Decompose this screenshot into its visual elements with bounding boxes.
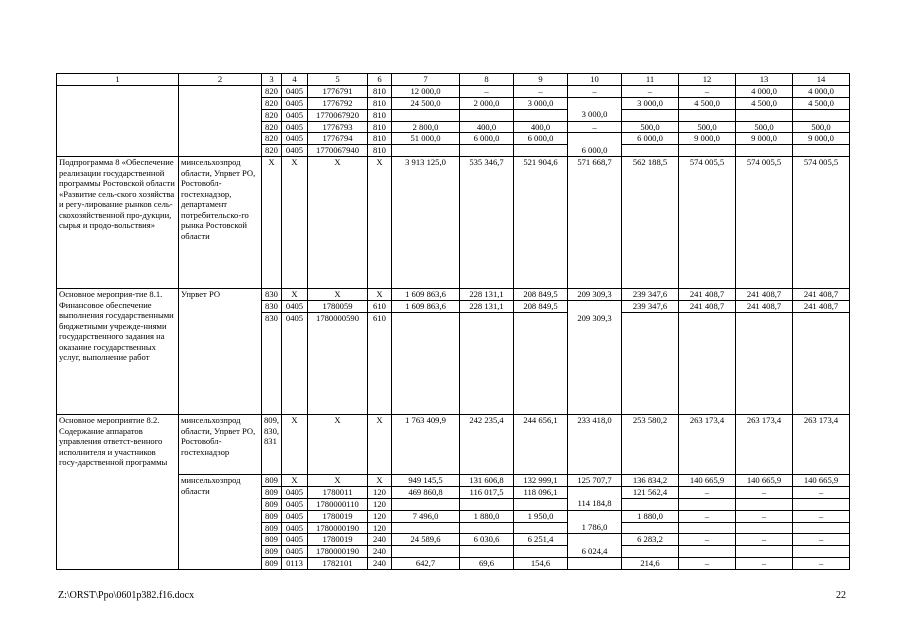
cell — [568, 486, 622, 498]
cell: 240 — [368, 558, 392, 570]
col-header: 5 — [308, 74, 368, 86]
cell — [679, 546, 736, 558]
cell: 1 609 863,6 — [392, 301, 460, 313]
cell: 1 880,0 — [622, 510, 679, 522]
col-header: 1 — [57, 74, 179, 86]
cell — [736, 522, 793, 534]
cell: 228 131,1 — [460, 301, 514, 313]
cell: 469 860,8 — [392, 486, 460, 498]
cell: 610 — [368, 301, 392, 313]
cell: 0405 — [282, 546, 308, 558]
cell — [736, 313, 793, 415]
cell: X — [308, 289, 368, 301]
cell: 263 173,4 — [736, 415, 793, 475]
cell — [514, 522, 568, 534]
cell — [392, 313, 460, 415]
cell — [568, 558, 622, 570]
cell — [568, 534, 622, 546]
cell: 6 000,0 — [460, 133, 514, 145]
cell: X — [308, 475, 368, 487]
cell — [392, 522, 460, 534]
cell: – — [568, 121, 622, 133]
cell: 810 — [368, 97, 392, 109]
cell: 809, 830, 831 — [262, 415, 282, 475]
cell: 120 — [368, 522, 392, 534]
cell: 3 000,0 — [568, 109, 622, 121]
cell: 6 024,4 — [568, 546, 622, 558]
cell — [460, 522, 514, 534]
col-header: 12 — [679, 74, 736, 86]
cell — [392, 145, 460, 157]
cell: 116 017,5 — [460, 486, 514, 498]
cell: 809 — [262, 486, 282, 498]
cell: 209 309,3 — [568, 289, 622, 301]
cell: 820 — [262, 97, 282, 109]
cell: 2 800,0 — [392, 121, 460, 133]
cell: 7 496,0 — [392, 510, 460, 522]
col-header: 7 — [392, 74, 460, 86]
cell: 228 131,1 — [460, 289, 514, 301]
cell: 3 000,0 — [514, 97, 568, 109]
cell: 820 — [262, 109, 282, 121]
cell — [460, 109, 514, 121]
cell: – — [679, 558, 736, 570]
cell — [460, 145, 514, 157]
cell: 4 500,0 — [736, 97, 793, 109]
cell — [679, 498, 736, 510]
cell: 809 — [262, 475, 282, 487]
cell — [460, 546, 514, 558]
cell — [793, 522, 850, 534]
cell: 263 173,4 — [793, 415, 850, 475]
cell: – — [622, 85, 679, 97]
cell: 1770067920 — [308, 109, 368, 121]
cell: 239 347,6 — [622, 301, 679, 313]
cell: 242 235,4 — [460, 415, 514, 475]
cell: – — [679, 486, 736, 498]
cell: 1780000190 — [308, 546, 368, 558]
cell: 400,0 — [514, 121, 568, 133]
cell: 574 005,5 — [736, 157, 793, 289]
col-header: 13 — [736, 74, 793, 86]
cell: 136 834,2 — [622, 475, 679, 487]
cell: 6 283,2 — [622, 534, 679, 546]
cell: 810 — [368, 133, 392, 145]
cell: X — [262, 157, 282, 289]
cell: 140 665,9 — [793, 475, 850, 487]
cell — [736, 109, 793, 121]
cell: 131 606,8 — [460, 475, 514, 487]
cell: 562 188,5 — [622, 157, 679, 289]
cell — [736, 145, 793, 157]
cell: 125 707,7 — [568, 475, 622, 487]
cell: 1780000110 — [308, 498, 368, 510]
cell: 233 418,0 — [568, 415, 622, 475]
cell: 24 589,6 — [392, 534, 460, 546]
cell: X — [308, 157, 368, 289]
cell: 51 000,0 — [392, 133, 460, 145]
cell: 154,6 — [514, 558, 568, 570]
cell: – — [514, 85, 568, 97]
cell: 820 — [262, 85, 282, 97]
cell: – — [736, 510, 793, 522]
cell: 241 408,7 — [679, 289, 736, 301]
cell: X — [282, 289, 308, 301]
cell: 6 000,0 — [622, 133, 679, 145]
cell: 4 500,0 — [793, 97, 850, 109]
table-row — [57, 85, 850, 97]
cell: 120 — [368, 486, 392, 498]
cell: 9 000,0 — [736, 133, 793, 145]
cell: 1780011 — [308, 486, 368, 498]
cell: 1776791 — [308, 85, 368, 97]
cell: 1 763 409,9 — [392, 415, 460, 475]
cell: X — [308, 415, 368, 475]
cell — [392, 546, 460, 558]
cell — [736, 546, 793, 558]
cell: 120 — [368, 510, 392, 522]
cell: – — [793, 486, 850, 498]
cell — [793, 313, 850, 415]
cell — [793, 109, 850, 121]
cell: 1776793 — [308, 121, 368, 133]
cell: – — [568, 85, 622, 97]
subprogram-executor: минсельхозпрод области, Упрвет РО, Ростовобл-гостехнадзор, департамент потребительско-го рынка Ростовской области — [179, 157, 262, 289]
cell: 4 000,0 — [736, 85, 793, 97]
cell: 535 346,7 — [460, 157, 514, 289]
cell — [679, 145, 736, 157]
cell: 0405 — [282, 522, 308, 534]
cell: 610 — [368, 313, 392, 415]
cell: 241 408,7 — [679, 301, 736, 313]
cell — [568, 510, 622, 522]
cell — [622, 498, 679, 510]
cell: 1770067940 — [308, 145, 368, 157]
measure-82-executor-b: минсельхозпрод области — [179, 475, 262, 570]
cell: 120 — [368, 498, 392, 510]
cell: – — [793, 534, 850, 546]
cell: 2 000,0 — [460, 97, 514, 109]
cell: 810 — [368, 85, 392, 97]
footer-file-path: Z:\ORST\Ppo\0601p382.f16.docx — [58, 590, 195, 601]
cell — [514, 546, 568, 558]
cell — [460, 498, 514, 510]
cell — [514, 145, 568, 157]
cell: 400,0 — [460, 121, 514, 133]
cell: 830 — [262, 301, 282, 313]
cell: 1776794 — [308, 133, 368, 145]
cell: – — [793, 558, 850, 570]
cell: 240 — [368, 546, 392, 558]
cell: 208 849,5 — [514, 301, 568, 313]
cell — [514, 313, 568, 415]
cell: 809 — [262, 498, 282, 510]
cell: 24 500,0 — [392, 97, 460, 109]
col-header: 4 — [282, 74, 308, 86]
cell: 0113 — [282, 558, 308, 570]
cell: – — [460, 85, 514, 97]
cell: 69,6 — [460, 558, 514, 570]
cell: 809 — [262, 522, 282, 534]
col-header: 3 — [262, 74, 282, 86]
cell: 1 950,0 — [514, 510, 568, 522]
cell: X — [368, 415, 392, 475]
cell: 0405 — [282, 121, 308, 133]
cell: X — [282, 475, 308, 487]
cell — [392, 109, 460, 121]
cell: 241 408,7 — [793, 289, 850, 301]
cell — [392, 498, 460, 510]
cell: 241 408,7 — [793, 301, 850, 313]
cell: 6 251,4 — [514, 534, 568, 546]
cell — [622, 522, 679, 534]
cell: 244 656,1 — [514, 415, 568, 475]
cell: 121 562,4 — [622, 486, 679, 498]
cell: 1780000590 — [308, 313, 368, 415]
cell: 0405 — [282, 486, 308, 498]
cell: 4 000,0 — [793, 85, 850, 97]
cell: 1780000190 — [308, 522, 368, 534]
measure-81-executor: Упрвет РО — [179, 289, 262, 415]
cell — [622, 109, 679, 121]
cell: – — [679, 534, 736, 546]
cell — [568, 301, 622, 313]
cell: – — [679, 85, 736, 97]
cell — [679, 313, 736, 415]
cell — [679, 109, 736, 121]
empty-cell — [179, 85, 262, 156]
cell: 241 408,7 — [736, 289, 793, 301]
cell: 0405 — [282, 85, 308, 97]
cell: 0405 — [282, 313, 308, 415]
cell: 571 668,7 — [568, 157, 622, 289]
measure-82-name: Основное мероприятие 8.2. Содержание аппаратов управления ответст-венного исполнителя и участников госу-дарственной программы — [57, 415, 179, 570]
cell: 239 347,6 — [622, 289, 679, 301]
cell: – — [736, 486, 793, 498]
cell: 1780059 — [308, 301, 368, 313]
cell: 0405 — [282, 301, 308, 313]
cell: 1780019 — [308, 510, 368, 522]
col-header: 10 — [568, 74, 622, 86]
col-header: 14 — [793, 74, 850, 86]
cell: 0405 — [282, 109, 308, 121]
cell — [736, 498, 793, 510]
table-row — [57, 289, 850, 301]
empty-cell — [57, 85, 179, 156]
cell: 1776792 — [308, 97, 368, 109]
cell: 0405 — [282, 498, 308, 510]
cell: 521 904,6 — [514, 157, 568, 289]
cell — [793, 145, 850, 157]
subprogram-row — [57, 157, 850, 289]
cell — [568, 97, 622, 109]
cell: 241 408,7 — [736, 301, 793, 313]
cell: 0405 — [282, 133, 308, 145]
cell: 6 030,6 — [460, 534, 514, 546]
cell: 12 000,0 — [392, 85, 460, 97]
cell: 0405 — [282, 97, 308, 109]
cell: 208 849,5 — [514, 289, 568, 301]
cell: 4 500,0 — [679, 97, 736, 109]
cell: 114 184,8 — [568, 498, 622, 510]
budget-table — [56, 73, 850, 570]
subprogram-name: Подпрограмма 8 «Обеспечение реализации государственной программы Ростовской области «Развитие сель-ского хозяйства и регу-лирование рынков сель-скохозяйственной про-дукции, сырья и продо-вольствия» — [57, 157, 179, 289]
cell: X — [282, 157, 308, 289]
cell: 810 — [368, 121, 392, 133]
cell — [568, 133, 622, 145]
cell: 809 — [262, 510, 282, 522]
cell: 810 — [368, 109, 392, 121]
cell: 820 — [262, 145, 282, 157]
cell: 3 000,0 — [622, 97, 679, 109]
cell: 500,0 — [793, 121, 850, 133]
cell — [622, 546, 679, 558]
cell: 642,7 — [392, 558, 460, 570]
cell: 949 145,5 — [392, 475, 460, 487]
cell: 3 913 125,0 — [392, 157, 460, 289]
cell: 1782101 — [308, 558, 368, 570]
cell: 500,0 — [679, 121, 736, 133]
cell: 0405 — [282, 534, 308, 546]
cell: X — [368, 157, 392, 289]
cell: 9 000,0 — [679, 133, 736, 145]
col-header: 9 — [514, 74, 568, 86]
measure-81-name: Основное мероприя-тие 8.1. Финансовое обеспечение выполнения государственными бюджетными учрежде-ниями государственного задания на оказание государственных услуг, выполнение работ — [57, 289, 179, 415]
measure-82-executor: минсельхозпрод области, Упрвет РО, Ростовобл-гостехнадзор — [179, 415, 262, 475]
col-header: 6 — [368, 74, 392, 86]
cell: 830 — [262, 289, 282, 301]
cell: 809 — [262, 546, 282, 558]
cell: X — [368, 475, 392, 487]
cell: 810 — [368, 145, 392, 157]
cell: 0405 — [282, 510, 308, 522]
page-number: 22 — [836, 590, 846, 601]
cell: 9 000,0 — [793, 133, 850, 145]
cell: 574 005,5 — [679, 157, 736, 289]
cell: 820 — [262, 121, 282, 133]
cell: 830 — [262, 313, 282, 415]
cell — [622, 313, 679, 415]
cell: – — [793, 510, 850, 522]
cell: 140 665,9 — [736, 475, 793, 487]
cell: 500,0 — [622, 121, 679, 133]
col-header: 8 — [460, 74, 514, 86]
col-header: 2 — [179, 74, 262, 86]
cell: 500,0 — [736, 121, 793, 133]
cell — [622, 145, 679, 157]
col-header: 11 — [622, 74, 679, 86]
cell: X — [368, 289, 392, 301]
cell — [514, 109, 568, 121]
cell: – — [736, 558, 793, 570]
cell: 1 880,0 — [460, 510, 514, 522]
cell: 118 096,1 — [514, 486, 568, 498]
cell: 214,6 — [622, 558, 679, 570]
cell: 574 005,5 — [793, 157, 850, 289]
cell — [793, 498, 850, 510]
cell: 132 999,1 — [514, 475, 568, 487]
cell: 1 786,0 — [568, 522, 622, 534]
cell: – — [736, 534, 793, 546]
cell — [793, 546, 850, 558]
cell: 820 — [262, 133, 282, 145]
cell: 6 000,0 — [568, 145, 622, 157]
cell: 263 173,4 — [679, 415, 736, 475]
cell: X — [282, 415, 308, 475]
cell — [679, 522, 736, 534]
cell: 1 609 863,6 — [392, 289, 460, 301]
table-row — [57, 415, 850, 475]
cell — [460, 313, 514, 415]
cell — [514, 498, 568, 510]
cell: 209 309,3 — [568, 313, 622, 415]
header-row — [57, 74, 850, 86]
cell: 240 — [368, 534, 392, 546]
cell: 809 — [262, 534, 282, 546]
cell: 253 580,2 — [622, 415, 679, 475]
cell: 6 000,0 — [514, 133, 568, 145]
cell: 809 — [262, 558, 282, 570]
cell: 1780019 — [308, 534, 368, 546]
cell: 140 665,9 — [679, 475, 736, 487]
cell: – — [679, 510, 736, 522]
cell: 0405 — [282, 145, 308, 157]
